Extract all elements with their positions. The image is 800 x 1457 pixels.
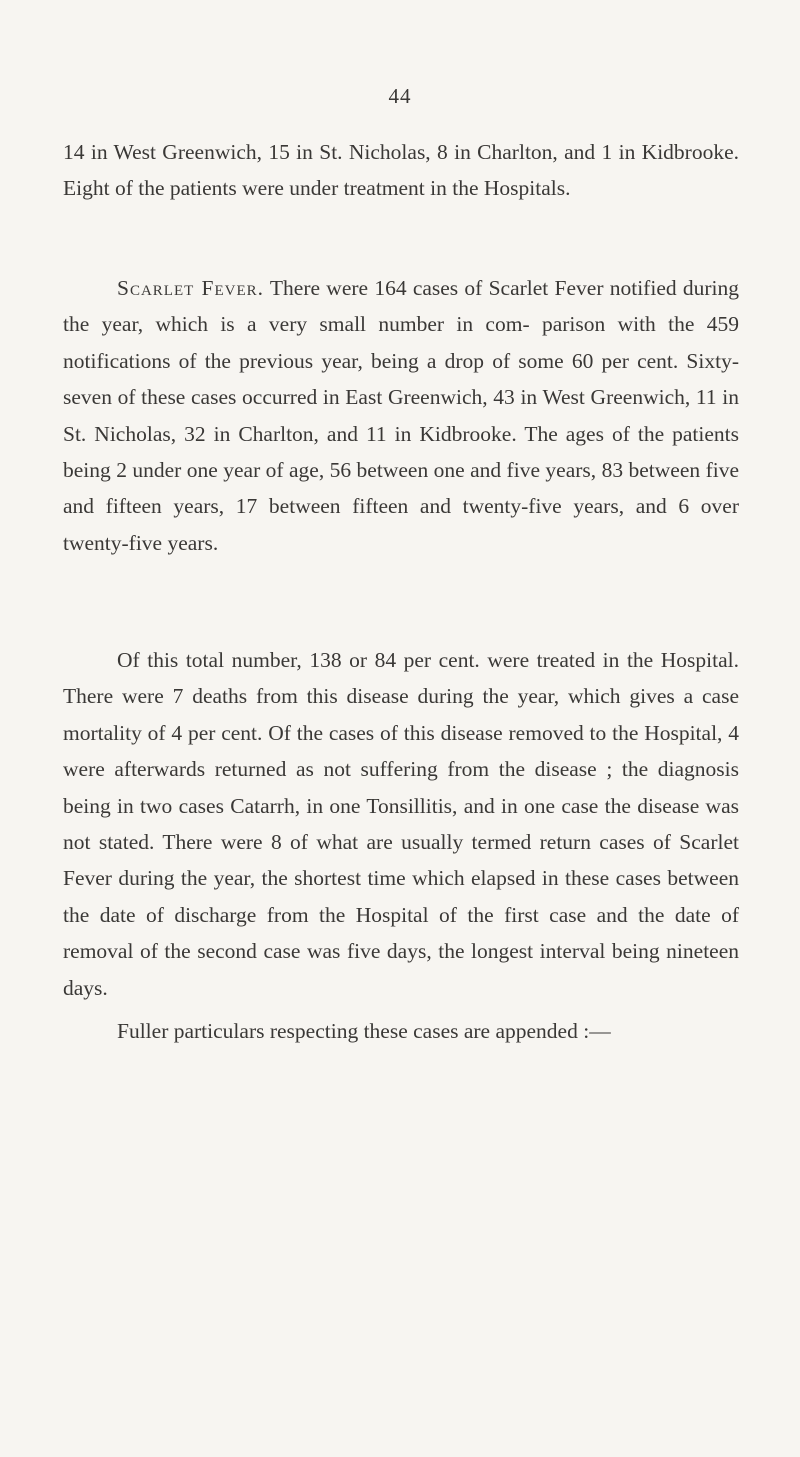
section-heading-scarlet-fever: Scarlet Fever.: [117, 276, 265, 300]
paragraph-continuation: 14 in West Greenwich, 15 in St. Nicholas, 8 in Charlton, and 1 in Kidbrooke. Eight of the patients were under treatment in the Hospitals.: [63, 140, 739, 201]
scarlet-fever-body: There were 164 cases of Scarlet Fever notified during the year, which is a very small number in com- parison with the 459 notifications of the previous year, being a drop of some 60 per cent. Sixty-seven of these cases occurred in East Greenwich, 43 in West Greenwich, 11 in St. Nicholas, 32 in Charlton, and 11 in Kidbrooke. The ages of the patients being 2 under one year of age, 56 between one and five years, 83 between five and fifteen years, 17 between fifteen and twenty-five years, and 6 over twenty-five years.: [63, 276, 739, 555]
paragraph-hospital-treatment: Of this total number, 138 or 84 per cent. were treated in the Hospital. There were 7 deaths from this disease during the year, which gives a case mortality of 4 per cent. Of the cases of this disease removed to the Hospital, 4 were afterwards returned as not suffering from the disease ; the diagnosis being in two cases Catarrh, in one Tonsillitis, and in one case the disease was not stated. There were 8 of what are usually termed return cases of Scarlet Fever during the year, the shortest time which elapsed in these cases between the date of discharge from the Hospital of the first case and the date of removal of the second case was five days, the longest interval being nineteen days.: [63, 648, 739, 1000]
page-number: 44: [388, 84, 412, 108]
paragraph-appendix-note: Fuller particulars respecting these cases are appended :—: [117, 1019, 611, 1043]
paragraph-scarlet-fever: [63, 270, 739, 561]
